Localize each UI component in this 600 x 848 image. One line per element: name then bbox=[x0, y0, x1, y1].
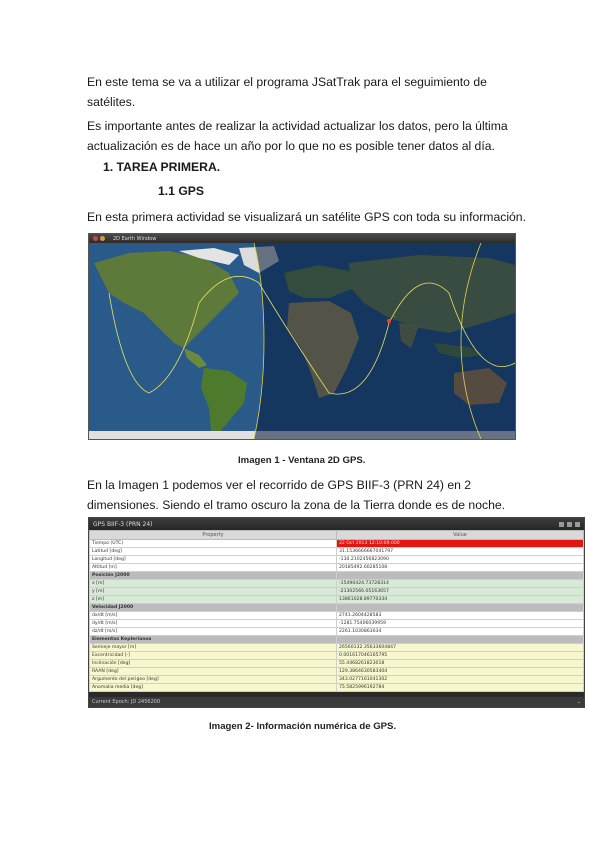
table-row[interactable] bbox=[90, 684, 584, 692]
value-cell: 2741.2604428583 bbox=[337, 612, 584, 620]
figure2-caption: Imagen 2- Información numérica de GPS. bbox=[209, 721, 397, 732]
value-cell: 75.5825996192784 bbox=[337, 684, 584, 692]
chevron-down-icon[interactable]: ⌄ bbox=[576, 699, 581, 705]
intro-paragraph-2: Es importante antes de realizar la actividad actualizar los datos, pero la última actualización es de hace un año por lo que no es posible tener datos al día. bbox=[87, 119, 508, 153]
value-cell: -1281.75406039959 bbox=[337, 620, 584, 628]
property-cell: z [m] bbox=[90, 596, 337, 604]
table-row[interactable] bbox=[90, 636, 584, 644]
property-cell: Velocidad J2000 bbox=[90, 604, 337, 612]
property-cell: Anomalía media [deg] bbox=[90, 684, 337, 692]
maximize-icon[interactable] bbox=[567, 522, 572, 527]
table-row[interactable] bbox=[90, 652, 584, 660]
map-window bbox=[88, 233, 516, 440]
column-header-property[interactable]: Property bbox=[90, 531, 337, 540]
value-cell: 55.4468261823018 bbox=[337, 660, 584, 668]
property-cell: y [m] bbox=[90, 588, 337, 596]
property-cell: Semieje mayor [m] bbox=[90, 644, 337, 652]
svg-text:·: · bbox=[394, 314, 396, 320]
property-cell: dz/dt [m/s] bbox=[90, 628, 337, 636]
table-row[interactable] bbox=[90, 620, 584, 628]
value-cell: -15490424.73728314 bbox=[337, 580, 584, 588]
value-cell bbox=[337, 572, 584, 580]
property-cell: Tiempo (UTC) bbox=[90, 540, 337, 548]
world-map bbox=[89, 243, 515, 439]
value-cell: -21302566.05163657 bbox=[337, 588, 584, 596]
minimize-icon[interactable] bbox=[100, 236, 105, 241]
value-cell: 26560132.35633604847 bbox=[337, 644, 584, 652]
value-cell: 0.001617046165795 bbox=[337, 652, 584, 660]
property-cell: Argumento del perigeo [deg] bbox=[90, 676, 337, 684]
figure1-caption: Imagen 1 - Ventana 2D GPS. bbox=[238, 455, 366, 466]
property-cell: RAAN [deg] bbox=[90, 668, 337, 676]
section-paragraph-1: En esta primera actividad se visualizará un satélite GPS con toda su información. bbox=[87, 210, 526, 224]
value-cell: 31.1536666667041797 bbox=[337, 548, 584, 556]
property-cell: Longitud [deg] bbox=[90, 556, 337, 564]
value-cell: 20185492.60285108 bbox=[337, 564, 584, 572]
property-cell: x [m] bbox=[90, 580, 337, 588]
table-row[interactable] bbox=[90, 548, 584, 556]
property-cell: Inclinación [deg] bbox=[90, 660, 337, 668]
value-cell: 343.0277161041302 bbox=[337, 676, 584, 684]
map-window-titlebar bbox=[89, 234, 515, 243]
property-cell: Excentricidad [-] bbox=[90, 652, 337, 660]
close-icon[interactable] bbox=[575, 522, 580, 527]
table-row[interactable] bbox=[90, 540, 584, 548]
close-icon[interactable] bbox=[93, 236, 98, 241]
value-cell bbox=[337, 636, 584, 644]
section-subheading: 1.1 GPS bbox=[158, 184, 205, 198]
table-row[interactable] bbox=[90, 588, 584, 596]
value-cell bbox=[337, 604, 584, 612]
property-cell: Altitud [m] bbox=[90, 564, 337, 572]
table-row[interactable] bbox=[90, 596, 584, 604]
property-cell: Latitud [deg] bbox=[90, 548, 337, 556]
section-paragraph-2: En la Imagen 1 podemos ver el recorrido de GPS BIIF-3 (PRN 24) en 2 dimensiones. Siendo el tramo oscuro la zona de la Tierra donde es de noche. bbox=[87, 478, 506, 512]
table-row[interactable] bbox=[90, 644, 584, 652]
info-statusbar bbox=[89, 697, 584, 707]
status-text: Current Epoch: JD 2456200 bbox=[92, 699, 161, 705]
property-cell: Elementos Keplerianos bbox=[90, 636, 337, 644]
info-window bbox=[88, 517, 585, 708]
info-window-titlebar bbox=[89, 518, 584, 530]
table-row[interactable] bbox=[90, 668, 584, 676]
value-cell: 22 Oct 2013 12:10:09.000 bbox=[337, 540, 584, 548]
table-row[interactable] bbox=[90, 612, 584, 620]
property-cell: dy/dt [m/s] bbox=[90, 620, 337, 628]
table-row[interactable] bbox=[90, 572, 584, 580]
value-cell: 129.3864630583404 bbox=[337, 668, 584, 676]
intro-paragraph-1: En este tema se va a utilizar el programa JSatTrak para el seguimiento de satélites. bbox=[87, 75, 487, 109]
map-window-title: 2D Earth Window bbox=[113, 235, 157, 242]
info-window-title: GPS BIIF-3 (PRN 24) bbox=[93, 520, 153, 528]
value-cell: 13861028.89770334 bbox=[337, 596, 584, 604]
info-table bbox=[89, 530, 584, 692]
section-heading: 1. TAREA PRIMERA. bbox=[103, 160, 221, 174]
property-cell: dx/dt [m/s] bbox=[90, 612, 337, 620]
table-row[interactable] bbox=[90, 564, 584, 572]
column-header-value[interactable]: Value bbox=[337, 531, 584, 540]
property-cell: Posición J2000 bbox=[90, 572, 337, 580]
table-row[interactable] bbox=[90, 580, 584, 588]
table-row[interactable] bbox=[90, 660, 584, 668]
table-row[interactable] bbox=[90, 604, 584, 612]
value-cell: 2261.1030863034 bbox=[337, 628, 584, 636]
table-row[interactable] bbox=[90, 628, 584, 636]
table-row[interactable] bbox=[90, 676, 584, 684]
value-cell: -130.2102456823090 bbox=[337, 556, 584, 564]
table-row[interactable] bbox=[90, 556, 584, 564]
minimize-icon[interactable] bbox=[559, 522, 564, 527]
